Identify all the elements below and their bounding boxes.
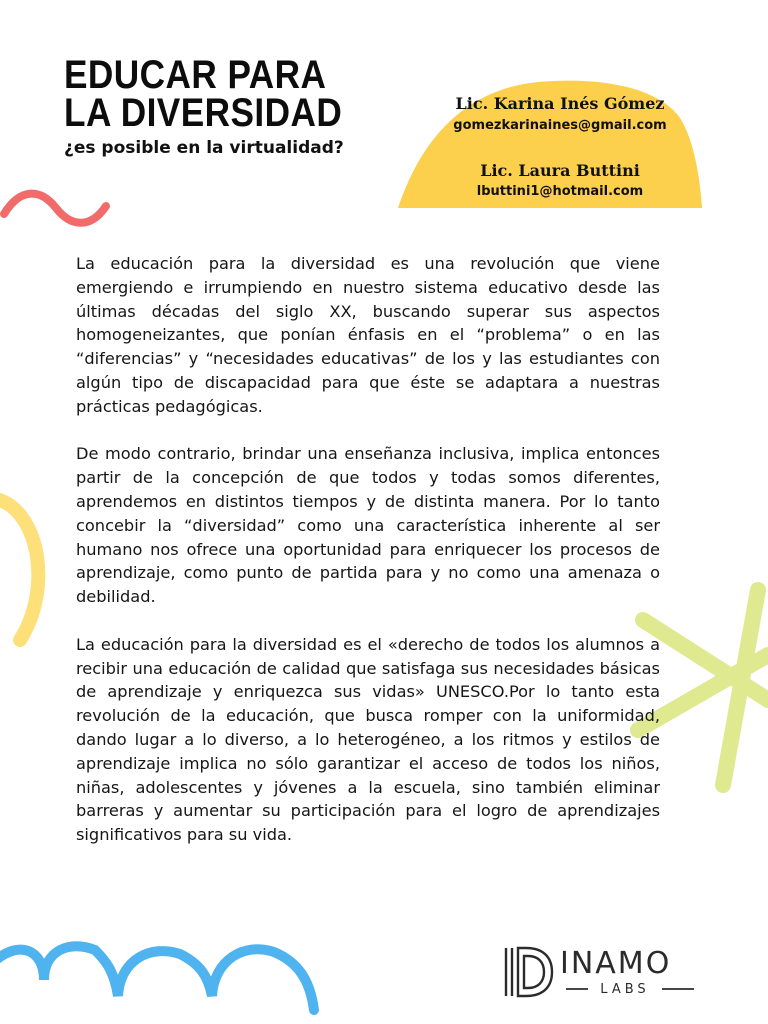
page-title — [64, 53, 354, 135]
title-line-1: EDUCAR PARA — [64, 53, 327, 97]
author-email[interactable]: gomezkarinaines@gmail.com — [453, 118, 667, 133]
logo-subtitle: LABS — [600, 982, 650, 997]
article-body — [76, 252, 660, 871]
logo-wordmark: INAMO — [560, 946, 672, 981]
red-squiggle-decoration — [0, 186, 112, 234]
title-line-2: LA DIVERSIDAD — [64, 91, 343, 135]
yellow-arc-decoration — [0, 490, 56, 650]
body-paragraph: La educación para la diversidad es el «derecho de todos los alumnos a recibir una educación de calidad que satisfaga sus necesidades básicas de aprendizaje y enriquezca sus vidas» UNESCO.Por lo tanto esta revolución de la educación, que busca romper con la uniformidad, dando lugar a lo diverso, a lo heterogéneo, a los ritmos y estilos de aprendizaje implica no sólo garantizar el acceso de todos los niños, niñas, adolescentes y jóvenes a la escuela, sino también eliminar barreras y aumentar su participación para el logro de aprendizajes significativos para su vida. — [76, 634, 660, 845]
page-subtitle: ¿es posible en la virtualidad? — [64, 138, 344, 158]
blue-wave-decoration — [0, 940, 330, 1024]
body-paragraph: La educación para la diversidad es una revolución que viene emergiendo e irrumpiendo en nuestro sistema educativo desde las últimas décadas del siglo XX, buscando superar sus aspectos homogeneizantes, que ponían énfasis en el “problema” o en las “diferencias” y “necesidades educativas” de los y las estudiantes con algún tipo de discapacidad para que éste se adaptara a nuestras prácticas pedagógicas. — [76, 254, 660, 416]
author-email[interactable]: lbuttini1@hotmail.com — [476, 184, 644, 199]
author-name: Lic. Laura Buttini — [480, 161, 640, 180]
author-name: Lic. Karina Inés Gómez — [455, 94, 665, 113]
body-paragraph: De modo contrario, brindar una enseñanza inclusiva, implica entonces partir de la concepción de que todos y todas somos diferentes, aprendemos en distintos tiempos y de distinta manera. Por lo tanto concebir la “diversidad” como una característica inherente al ser humano nos ofrece una oportunidad para enriquecer los procesos de aprendizaje, como punto de partida para y no como una amenaza o debilidad. — [76, 444, 660, 607]
